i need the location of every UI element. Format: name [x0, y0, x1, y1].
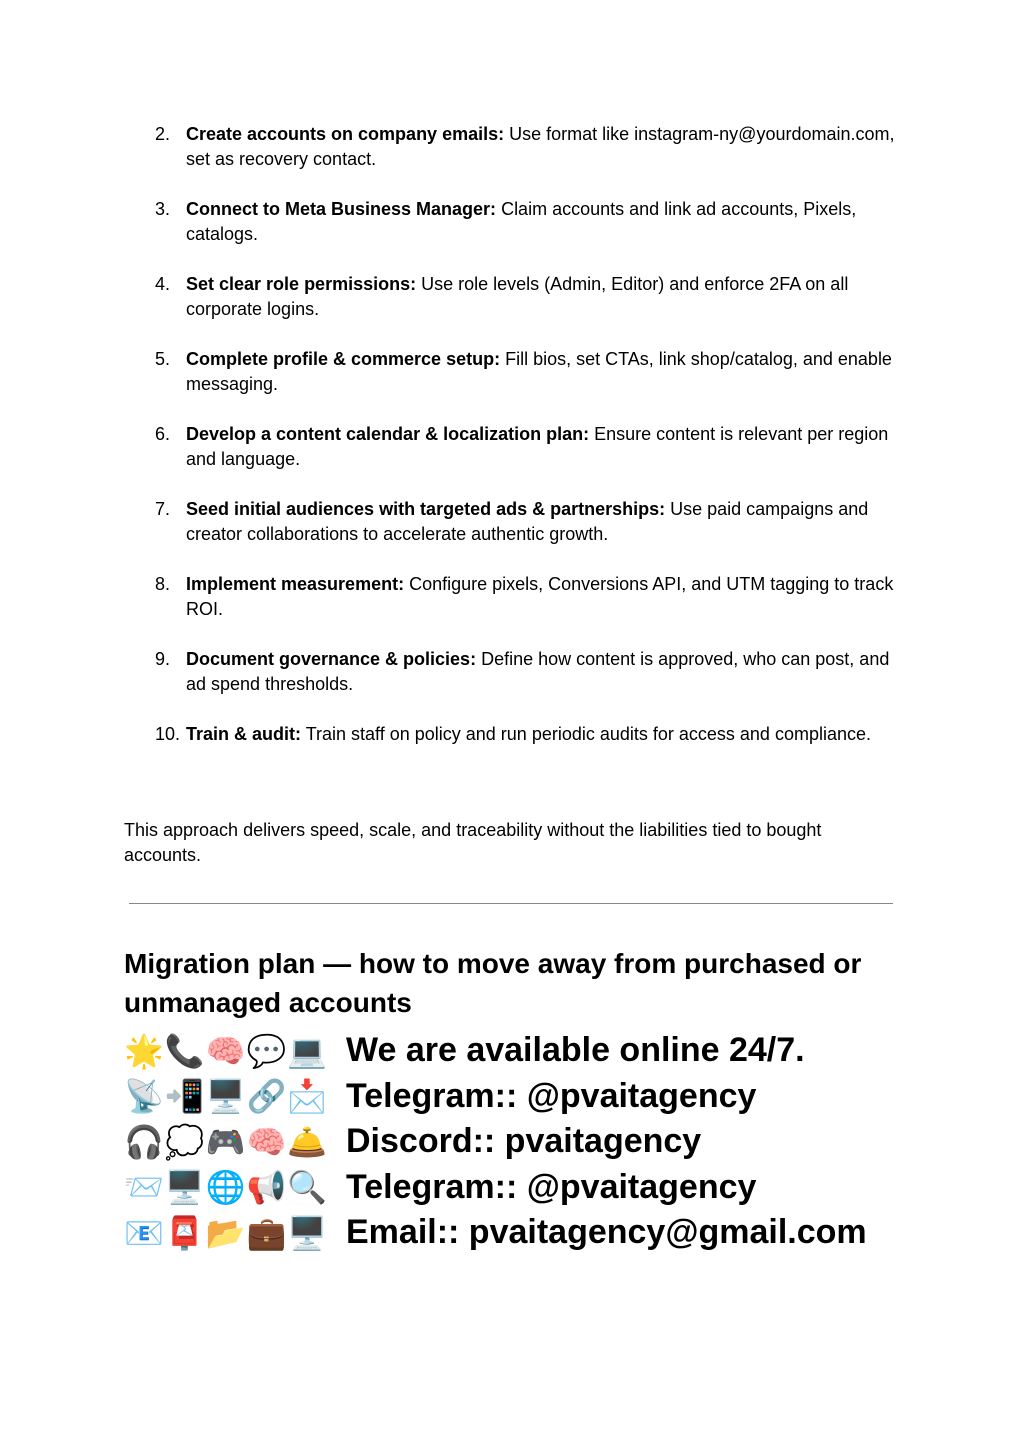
emoji-icons: 🎧💭🎮🧠🛎️	[124, 1122, 329, 1161]
steps-list	[155, 122, 895, 772]
list-item: 8. Implement measurement: Configure pixels, Conversions API, and UTM tagging to track ROI.	[155, 574, 894, 619]
list-item: 4. Set clear role permissions: Use role levels (Admin, Editor) and enforce 2FA on all corporate logins.	[155, 274, 849, 319]
contact-row: 🎧💭🎮🧠🛎️ Discord:: pvaitagency	[124, 1122, 702, 1161]
list-item: 9. Document governance & policies: Define how content is approved, who can post, and ad spend thresholds.	[155, 649, 890, 694]
emoji-icons: 🌟📞🧠💬💻	[124, 1031, 329, 1070]
divider	[129, 903, 893, 904]
contact-row: 🌟📞🧠💬💻 We are available online 24/7.	[124, 1031, 805, 1070]
list-item: 6. Develop a content calendar & localization plan: Ensure content is relevant per region and language.	[155, 424, 889, 469]
list-item: 3. Connect to Meta Business Manager: Claim accounts and link ad accounts, Pixels, catalogs.	[155, 199, 857, 244]
contact-block	[124, 1028, 867, 1256]
emoji-icons: 📨🖥️🌐📢🔍	[124, 1168, 329, 1207]
list-item: 2. Create accounts on company emails: Use format like instagram-ny@yourdomain.com, set as recovery contact.	[155, 124, 895, 169]
contact-row: 📧📮📂💼🖥️ Email:: pvaitagency@gmail.com	[124, 1213, 867, 1252]
contact-row: 📡📲🖥️🔗📩 Telegram:: @pvaitagency	[124, 1076, 757, 1116]
list-item: 5. Complete profile & commerce setup: Fill bios, set CTAs, link shop/catalog, and enable messaging.	[155, 349, 892, 394]
list-item: 10. Train & audit: Train staff on policy and run periodic audits for access and compliance.	[155, 724, 871, 744]
list-item: 7. Seed initial audiences with targeted ads & partnerships: Use paid campaigns and creator collaborations to accelerate authentic growth.	[155, 499, 869, 544]
emoji-icons: 📧📮📂💼🖥️	[124, 1213, 329, 1252]
emoji-icons: 📡📲🖥️🔗📩	[124, 1077, 329, 1116]
summary-paragraph: This approach delivers speed, scale, and traceability without the liabilities tied to bought accounts.	[124, 820, 822, 865]
section-heading: Migration plan — how to move away from purchased or unmanaged accounts	[124, 948, 862, 1018]
contact-row: 📨🖥️🌐📢🔍 Telegram:: @pvaitagency	[124, 1167, 757, 1207]
